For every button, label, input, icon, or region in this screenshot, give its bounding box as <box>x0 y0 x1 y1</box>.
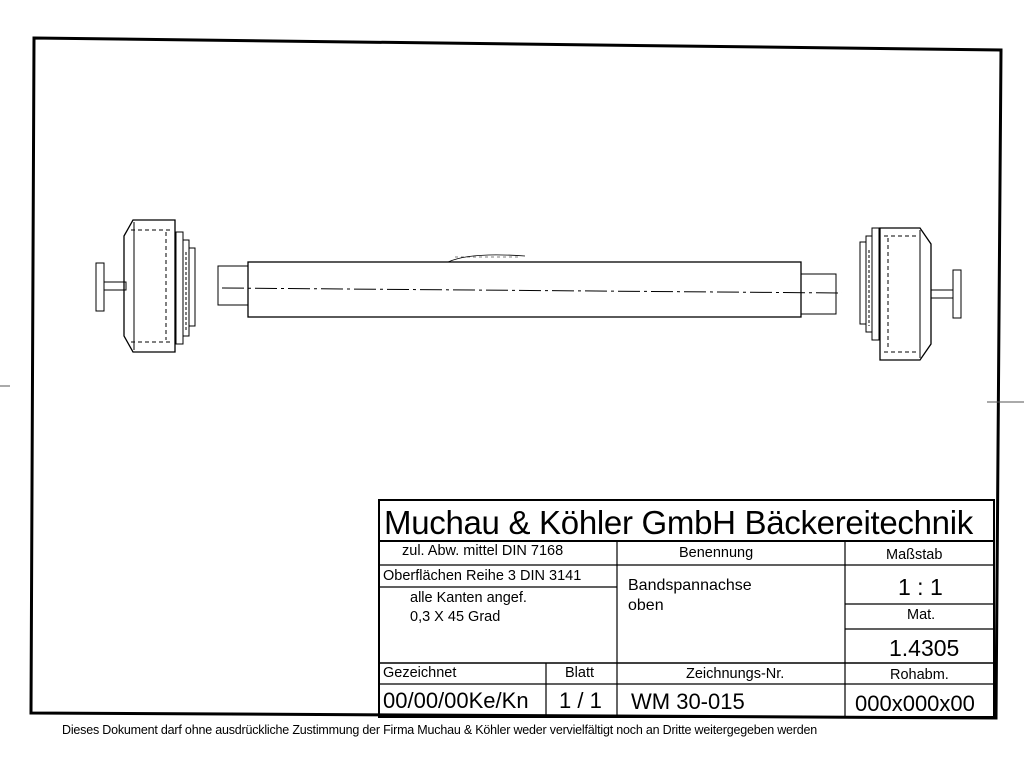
edges-note-line1: alle Kanten angef. <box>410 590 527 606</box>
raw-dims-value: 000x000x00 <box>855 691 975 716</box>
left-journal <box>218 266 248 305</box>
right-journal <box>801 274 836 314</box>
drawn-header: Gezeichnet <box>383 665 457 681</box>
scale-header: Maßstab <box>886 547 943 563</box>
tolerance-note: zul. Abw. mittel DIN 7168 <box>402 543 564 559</box>
copyright-notice: Dieses Dokument darf ohne ausdrückliche Zustimmung der Firma Muchau & Köhler weder vervielfältigt noch an Dritte weitergegeben werden <box>62 723 818 737</box>
scale-value: 1 : 1 <box>898 574 943 600</box>
sheet-header: Blatt <box>565 665 595 681</box>
drawing-no-value: WM 30-015 <box>631 689 745 714</box>
main-shaft <box>248 262 801 317</box>
drawing-no-header: Zeichnungs-Nr. <box>686 666 785 682</box>
edges-note-line2: 0,3 X 45 Grad <box>410 609 501 625</box>
raw-dims-header: Rohabm. <box>890 667 949 683</box>
name-line1: Bandspannachse <box>628 577 752 594</box>
drawing-frame <box>31 38 1001 718</box>
surface-note: Oberflächen Reihe 3 DIN 3141 <box>383 568 582 584</box>
material-value: 1.4305 <box>889 635 960 661</box>
left-wheel <box>96 220 195 352</box>
name-header: Benennung <box>679 545 754 561</box>
company-name: Muchau & Köhler GmbH Bäckereitechnik <box>384 504 973 541</box>
material-header: Mat. <box>907 607 936 623</box>
right-wheel <box>860 228 961 360</box>
name-line2: oben <box>628 597 664 614</box>
drawn-value: 00/00/00Ke/Kn <box>383 688 529 713</box>
sheet-value: 1 / 1 <box>559 688 602 713</box>
axle-assembly <box>218 255 842 317</box>
center-line <box>222 288 842 293</box>
